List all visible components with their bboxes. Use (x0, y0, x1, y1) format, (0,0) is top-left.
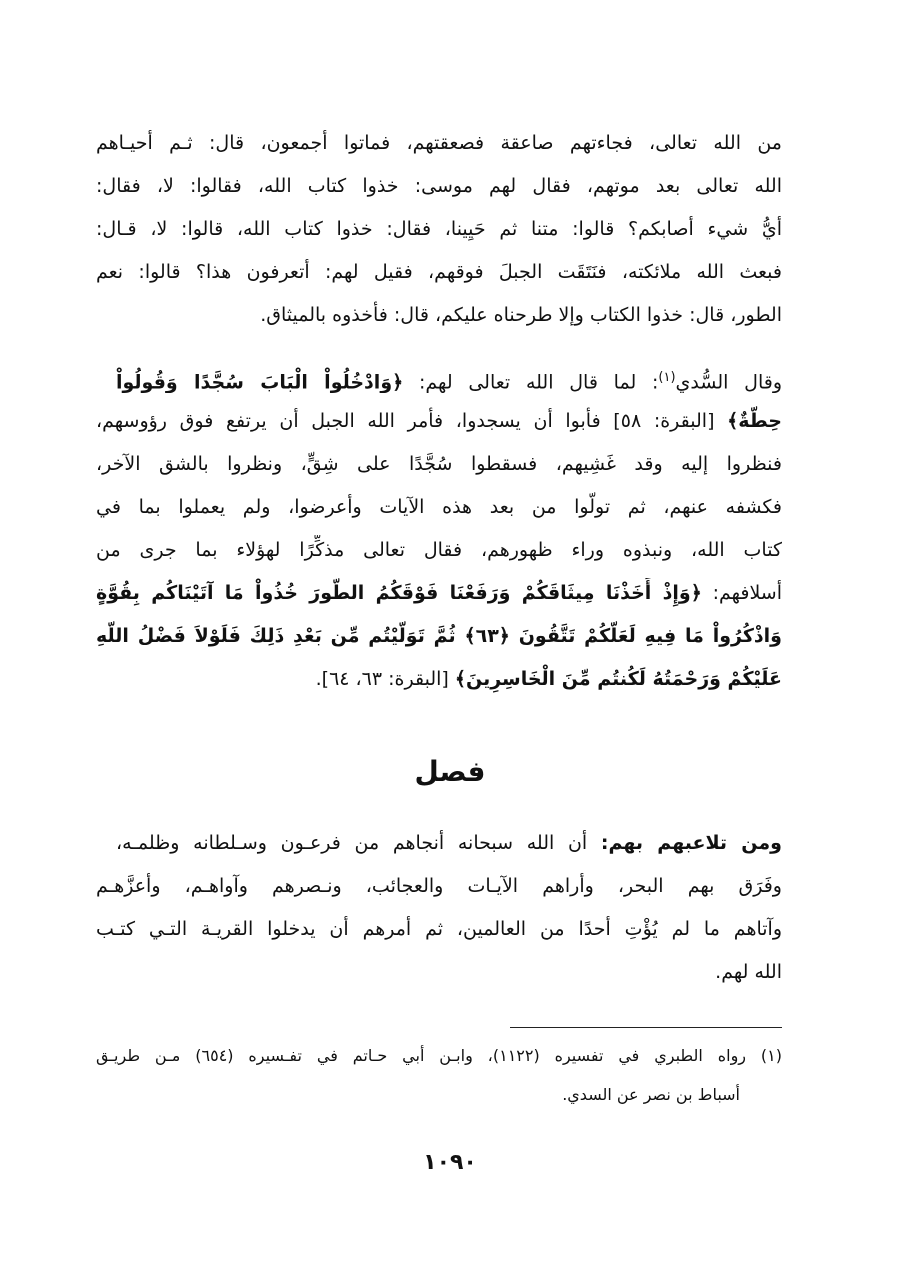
paragraph2-line (96, 578, 782, 608)
paragraph2-text: : لما قال الله تعالى لهم: (403, 371, 659, 393)
quran-verse: حِطَّةٌ﴾ (727, 410, 782, 432)
paragraph1-line: الطور، قال: خذوا الكتاب وإلا طرحناه عليكم، قال: فأخذوه بالميثاق. (260, 304, 782, 326)
page-number: ١٠٩٠ (423, 1150, 477, 1175)
quran-verse: ﴿وَإِذْ أَخَذْنَا مِيثَاقَكُمْ وَرَفَعْنَا فَوْقَكُمُ الطُّورَ خُذُواْ مَا آتَيْنَاكُم بِقُوَّةٍ (96, 582, 702, 604)
quran-verse: عَلَيْكُمْ وَرَحْمَتُهُ لَكُنتُم مِّنَ الْخَاسِرِينَ﴾ (454, 668, 782, 690)
paragraph2-line (116, 363, 782, 393)
paragraph3-bold-lead: ومن تلاعبهم بهم: (600, 832, 782, 854)
paragraph3-line: الله لهم. (715, 961, 782, 983)
paragraph2-line (96, 664, 782, 694)
paragraph2-line: فنظروا إليه وقد غَشِيهم، فسقطوا سُجَّدًا على شِقٍّ، ونظروا بالشق الآخر، (96, 453, 782, 475)
paragraph3-line (116, 828, 782, 858)
paragraph2-line: فكشفه عنهم، ثم تولَّوا من بعد هذه الآيات وأعرضوا، ولم يعملوا بما في (96, 496, 782, 518)
paragraph1-line: من الله تعالى، فجاءتهم صاعقة فصعقتهم، فماتوا أجمعون، قال: ثـم أحيـاهم (96, 132, 782, 154)
section-heading: فصل (414, 755, 486, 788)
footnote-reference: (١) (658, 370, 676, 385)
paragraph3-text: أن الله سبحانه أنجاهم من فرعـون وسـلطانه وظلمـه، (116, 832, 601, 854)
quran-verse: وَاذْكُرُواْ مَا فِيهِ لَعَلَّكُمْ تَتَّقُونَ ﴿٦٣﴾ ثُمَّ تَوَلَّيْتُم مِّن بَعْدِ ذَلِكَ فَلَوْلاَ فَضْلُ اللّهِ (96, 625, 782, 647)
paragraph3-line: وفَرَق بهم البحر، وأراهم الآيـات والعجائب، ونـصرهم وآواهـم، وأعزَّهـم (96, 875, 782, 897)
paragraph1-line: فبعث الله ملائكته، فنَتَقَت الجبلَ فوقهم، فقيل لهم: أتعرفون هذا؟ قالوا: نعم (96, 261, 782, 283)
quran-verse: ﴿وَادْخُلُواْ الْبَابَ سُجَّدًا وَقُولُواْ (116, 371, 404, 393)
paragraph2-text: [البقرة: ٦٣، ٦٤]. (315, 668, 455, 690)
footnote-divider (510, 1027, 782, 1028)
paragraph3-line: وآتاهم ما لم يُؤْتِ أحدًا من العالمين، ثم أمرهم أن يدخلوا القريـة التـي كتـب (96, 918, 782, 940)
paragraph1-line: الله تعالى بعد موتهم، فقال لهم موسى: خذوا كتاب الله، فقالوا: لا، فقال: (96, 175, 782, 197)
paragraph1-line: أيُّ شيء أصابكم؟ قالوا: متنا ثم حَيِينا، فقال: خذوا كتاب الله، قالوا: لا، قـال: (96, 218, 782, 240)
paragraph2-text: أسلافهم: (701, 582, 782, 604)
footnote-line: أسباط بن نصر عن السدي. (562, 1085, 740, 1104)
paragraph2-text: [البقرة: ٥٨] فأبوا أن يسجدوا، فأمر الله الجبل أن يرتفع فوق رؤوسهم، (96, 410, 728, 432)
footnote-line: (١) رواه الطبري في تفسيره (١١٢٢)، وابـن أبي حـاتم في تفـسيره (٦٥٤) مـن طريـق (96, 1046, 782, 1065)
paragraph2-line (96, 406, 782, 436)
paragraph2-line: كتاب الله، ونبذوه وراء ظهورهم، فقال تعالى مذكِّرًا لهؤلاء بما جرى من (96, 539, 782, 561)
paragraph2-text: وقال السُّدي (675, 371, 782, 393)
